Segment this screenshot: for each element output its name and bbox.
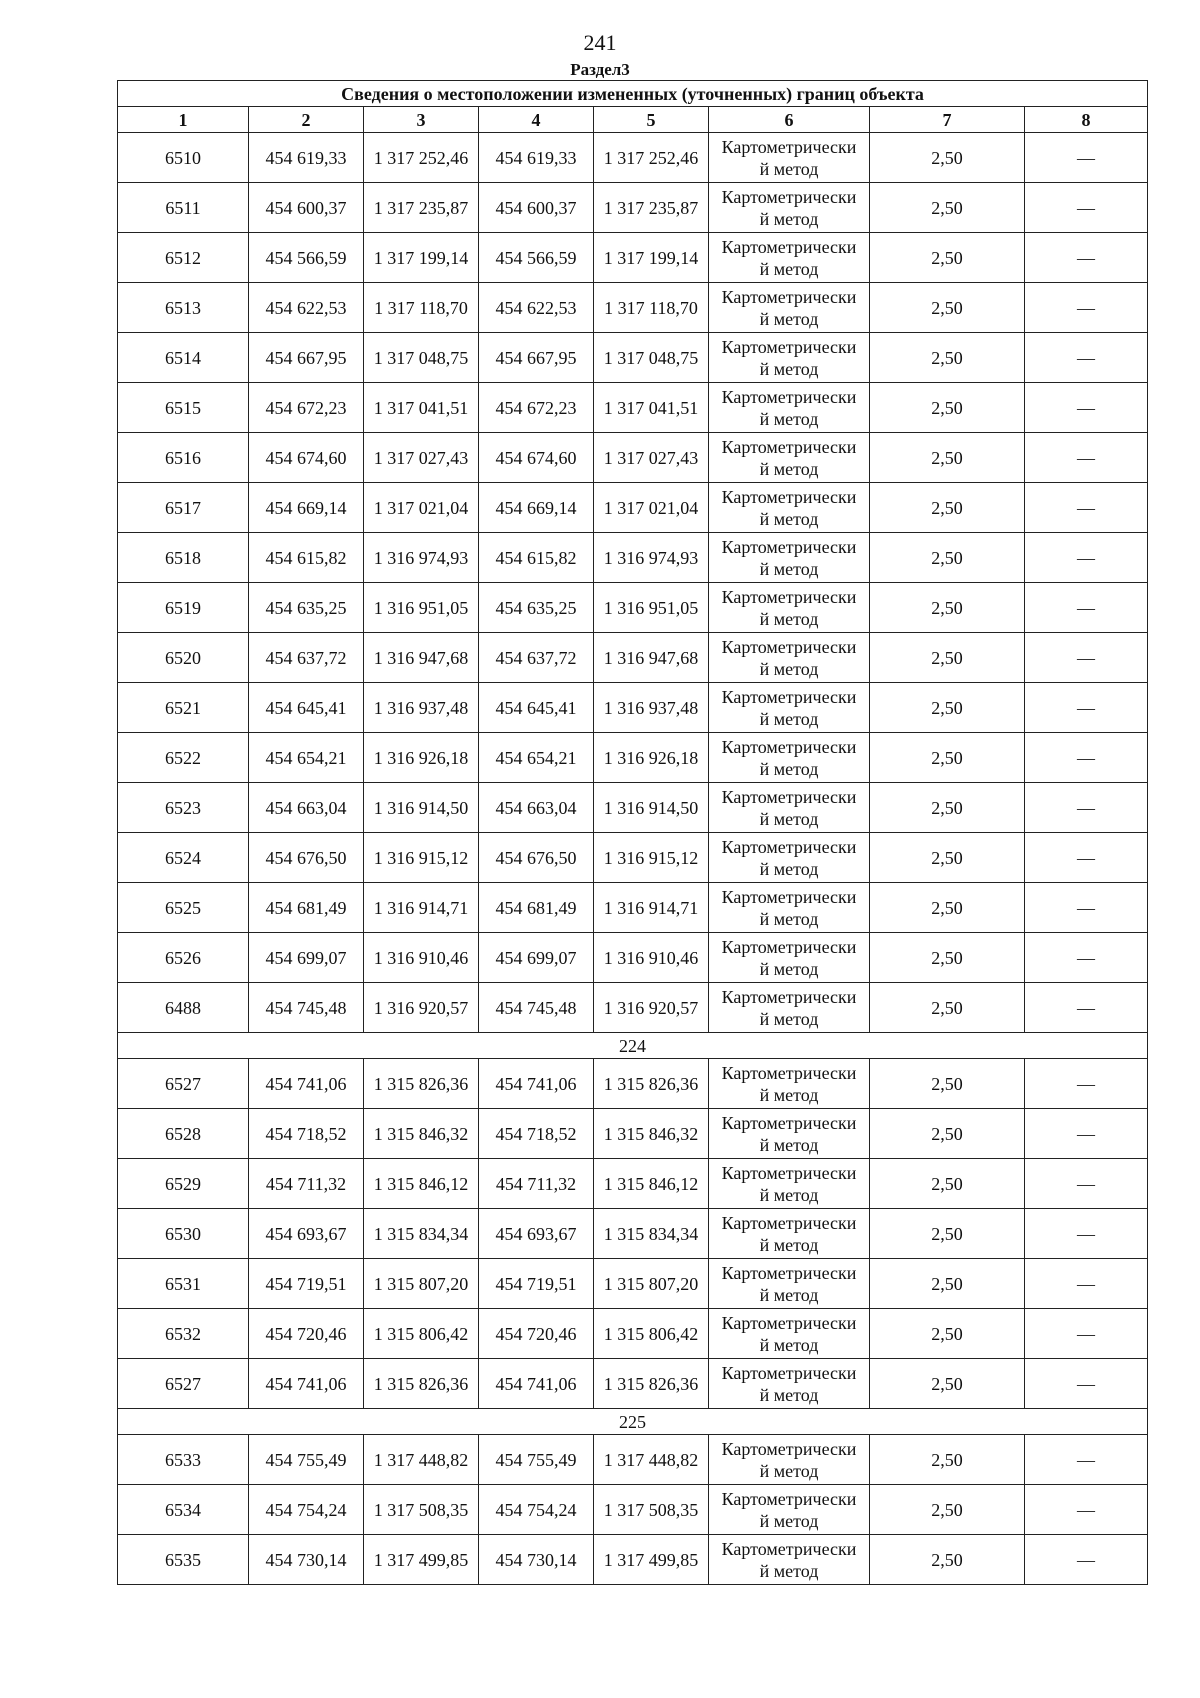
table-row [118,1309,1148,1359]
cell-point-number: 6531 [118,1259,249,1309]
cell-point-number: 6526 [118,933,249,983]
cell-description: — [1025,283,1148,333]
cell-y-new: 1 316 947,68 [594,633,709,683]
cell-y-new: 1 317 448,82 [594,1435,709,1485]
cell-point-number: 6511 [118,183,249,233]
column-header-4: 4 [479,107,594,133]
cell-x-new: 454 645,41 [479,683,594,733]
cell-x-old: 454 600,37 [249,183,364,233]
cell-point-number: 6528 [118,1109,249,1159]
cell-description: — [1025,1109,1148,1159]
cell-point-number: 6535 [118,1535,249,1585]
table-row [118,833,1148,883]
cell-precision: 2,50 [870,983,1025,1033]
group-row [118,1409,1148,1435]
cell-y-new: 1 315 834,34 [594,1209,709,1259]
cell-precision: 2,50 [870,1159,1025,1209]
cell-point-number: 6510 [118,133,249,183]
cell-y-new: 1 317 508,35 [594,1485,709,1535]
cell-y-old: 1 315 826,36 [364,1359,479,1409]
column-header-2: 2 [249,107,364,133]
table-body [118,81,1148,1585]
cell-precision: 2,50 [870,483,1025,533]
cell-x-new: 454 600,37 [479,183,594,233]
table-row [118,1485,1148,1535]
cell-x-old: 454 741,06 [249,1059,364,1109]
cell-method: Картометрически й метод [709,1059,870,1109]
cell-y-new: 1 315 846,32 [594,1109,709,1159]
cell-description: — [1025,883,1148,933]
cell-y-old: 1 316 926,18 [364,733,479,783]
cell-point-number: 6519 [118,583,249,633]
cell-method: Картометрически й метод [709,433,870,483]
table-row [118,633,1148,683]
cell-x-old: 454 566,59 [249,233,364,283]
cell-y-old: 1 316 914,50 [364,783,479,833]
cell-precision: 2,50 [870,683,1025,733]
cell-precision: 2,50 [870,183,1025,233]
cell-method: Картометрически й метод [709,383,870,433]
table-row [118,1109,1148,1159]
column-header-7: 7 [870,107,1025,133]
coordinates-table [117,80,1148,1585]
cell-x-old: 454 619,33 [249,133,364,183]
table-row [118,1435,1148,1485]
cell-y-new: 1 317 499,85 [594,1535,709,1585]
cell-description: — [1025,533,1148,583]
cell-description: — [1025,833,1148,883]
table-row [118,183,1148,233]
cell-precision: 2,50 [870,633,1025,683]
cell-y-old: 1 315 846,32 [364,1109,479,1159]
cell-point-number: 6516 [118,433,249,483]
cell-x-new: 454 730,14 [479,1535,594,1585]
cell-x-new: 454 676,50 [479,833,594,883]
cell-x-old: 454 672,23 [249,383,364,433]
cell-x-new: 454 745,48 [479,983,594,1033]
cell-x-old: 454 719,51 [249,1259,364,1309]
cell-y-old: 1 316 910,46 [364,933,479,983]
cell-y-new: 1 315 806,42 [594,1309,709,1359]
cell-x-new: 454 672,23 [479,383,594,433]
cell-point-number: 6517 [118,483,249,533]
cell-point-number: 6522 [118,733,249,783]
cell-y-old: 1 317 499,85 [364,1535,479,1585]
cell-x-old: 454 663,04 [249,783,364,833]
cell-precision: 2,50 [870,233,1025,283]
cell-method: Картометрически й метод [709,1109,870,1159]
cell-precision: 2,50 [870,733,1025,783]
cell-description: — [1025,1259,1148,1309]
cell-x-new: 454 741,06 [479,1059,594,1109]
cell-y-old: 1 316 937,48 [364,683,479,733]
table-row [118,333,1148,383]
cell-y-new: 1 317 252,46 [594,133,709,183]
cell-y-new: 1 317 235,87 [594,183,709,233]
cell-precision: 2,50 [870,383,1025,433]
cell-method: Картометрически й метод [709,583,870,633]
cell-x-new: 454 622,53 [479,283,594,333]
cell-x-new: 454 663,04 [479,783,594,833]
cell-description: — [1025,983,1148,1033]
cell-x-old: 454 669,14 [249,483,364,533]
cell-y-new: 1 316 974,93 [594,533,709,583]
cell-precision: 2,50 [870,883,1025,933]
cell-method: Картометрически й метод [709,533,870,583]
cell-description: — [1025,583,1148,633]
cell-precision: 2,50 [870,1309,1025,1359]
cell-y-new: 1 317 027,43 [594,433,709,483]
cell-x-new: 454 681,49 [479,883,594,933]
cell-point-number: 6534 [118,1485,249,1535]
cell-precision: 2,50 [870,1209,1025,1259]
cell-description: — [1025,133,1148,183]
cell-x-new: 454 637,72 [479,633,594,683]
cell-precision: 2,50 [870,1435,1025,1485]
cell-x-old: 454 699,07 [249,933,364,983]
cell-x-old: 454 635,25 [249,583,364,633]
cell-y-old: 1 316 951,05 [364,583,479,633]
cell-method: Картометрически й метод [709,1435,870,1485]
group-label: 225 [118,1409,1148,1435]
cell-y-old: 1 317 041,51 [364,383,479,433]
cell-description: — [1025,1359,1148,1409]
cell-description: — [1025,1435,1148,1485]
cell-method: Картометрически й метод [709,233,870,283]
cell-x-old: 454 676,50 [249,833,364,883]
cell-point-number: 6513 [118,283,249,333]
cell-method: Картометрически й метод [709,1309,870,1359]
cell-x-new: 454 669,14 [479,483,594,533]
cell-y-old: 1 316 947,68 [364,633,479,683]
cell-y-new: 1 315 826,36 [594,1359,709,1409]
cell-x-new: 454 615,82 [479,533,594,583]
cell-method: Картометрически й метод [709,1359,870,1409]
cell-y-old: 1 317 235,87 [364,183,479,233]
cell-method: Картометрически й метод [709,933,870,983]
cell-description: — [1025,633,1148,683]
table-row [118,1259,1148,1309]
cell-x-new: 454 719,51 [479,1259,594,1309]
cell-x-old: 454 741,06 [249,1359,364,1409]
table-row [118,1159,1148,1209]
cell-description: — [1025,783,1148,833]
cell-x-new: 454 667,95 [479,333,594,383]
cell-method: Картометрически й метод [709,833,870,883]
cell-precision: 2,50 [870,433,1025,483]
cell-point-number: 6515 [118,383,249,433]
table-row [118,533,1148,583]
cell-description: — [1025,333,1148,383]
cell-description: — [1025,733,1148,783]
cell-description: — [1025,483,1148,533]
table-caption-row [118,81,1148,107]
table-row [118,383,1148,433]
table-caption: Сведения о местоположении измененных (уточненных) границ объекта [118,81,1148,107]
cell-point-number: 6525 [118,883,249,933]
cell-y-new: 1 317 199,14 [594,233,709,283]
cell-y-new: 1 315 846,12 [594,1159,709,1209]
cell-method: Картометрически й метод [709,783,870,833]
cell-y-new: 1 317 021,04 [594,483,709,533]
cell-precision: 2,50 [870,533,1025,583]
cell-description: — [1025,683,1148,733]
cell-x-old: 454 654,21 [249,733,364,783]
cell-x-new: 454 755,49 [479,1435,594,1485]
section-title: Раздел3 [570,60,630,79]
table-row [118,1359,1148,1409]
cell-x-old: 454 681,49 [249,883,364,933]
cell-x-old: 454 711,32 [249,1159,364,1209]
cell-method: Картометрически й метод [709,983,870,1033]
cell-y-old: 1 315 807,20 [364,1259,479,1309]
cell-point-number: 6529 [118,1159,249,1209]
cell-description: — [1025,383,1148,433]
table-row [118,683,1148,733]
cell-method: Картометрически й метод [709,133,870,183]
cell-precision: 2,50 [870,1109,1025,1159]
group-row [118,1033,1148,1059]
cell-y-new: 1 317 041,51 [594,383,709,433]
cell-description: — [1025,1535,1148,1585]
cell-y-old: 1 317 048,75 [364,333,479,383]
cell-method: Картометрически й метод [709,1159,870,1209]
cell-x-new: 454 674,60 [479,433,594,483]
cell-y-old: 1 315 806,42 [364,1309,479,1359]
cell-method: Картометрически й метод [709,283,870,333]
cell-y-new: 1 315 826,36 [594,1059,709,1109]
cell-y-new: 1 316 910,46 [594,933,709,983]
cell-x-old: 454 667,95 [249,333,364,383]
cell-y-new: 1 316 926,18 [594,733,709,783]
cell-y-old: 1 317 448,82 [364,1435,479,1485]
cell-point-number: 6488 [118,983,249,1033]
table-row [118,733,1148,783]
cell-point-number: 6524 [118,833,249,883]
cell-description: — [1025,1059,1148,1109]
cell-precision: 2,50 [870,1485,1025,1535]
cell-description: — [1025,1159,1148,1209]
table-row [118,883,1148,933]
table-row [118,933,1148,983]
cell-method: Картометрически й метод [709,633,870,683]
cell-y-old: 1 316 915,12 [364,833,479,883]
table-row [118,133,1148,183]
cell-x-old: 454 637,72 [249,633,364,683]
cell-point-number: 6533 [118,1435,249,1485]
cell-y-old: 1 315 826,36 [364,1059,479,1109]
table-row [118,483,1148,533]
cell-method: Картометрически й метод [709,1209,870,1259]
cell-precision: 2,50 [870,283,1025,333]
cell-y-new: 1 317 118,70 [594,283,709,333]
cell-y-old: 1 315 834,34 [364,1209,479,1259]
cell-y-old: 1 316 974,93 [364,533,479,583]
cell-point-number: 6520 [118,633,249,683]
cell-y-new: 1 316 915,12 [594,833,709,883]
cell-x-old: 454 645,41 [249,683,364,733]
cell-method: Картометрически й метод [709,483,870,533]
table-row [118,1535,1148,1585]
page-number: 241 [583,30,617,55]
cell-y-old: 1 317 199,14 [364,233,479,283]
cell-x-new: 454 566,59 [479,233,594,283]
column-header-5: 5 [594,107,709,133]
cell-precision: 2,50 [870,1359,1025,1409]
column-header-8: 8 [1025,107,1148,133]
cell-description: — [1025,183,1148,233]
cell-point-number: 6523 [118,783,249,833]
cell-x-new: 454 619,33 [479,133,594,183]
column-header-3: 3 [364,107,479,133]
cell-precision: 2,50 [870,1259,1025,1309]
group-label: 224 [118,1033,1148,1059]
cell-description: — [1025,933,1148,983]
cell-precision: 2,50 [870,133,1025,183]
cell-point-number: 6532 [118,1309,249,1359]
cell-precision: 2,50 [870,783,1025,833]
cell-point-number: 6521 [118,683,249,733]
cell-point-number: 6527 [118,1359,249,1409]
cell-x-new: 454 654,21 [479,733,594,783]
cell-method: Картометрически й метод [709,1259,870,1309]
cell-description: — [1025,1485,1148,1535]
cell-method: Картометрически й метод [709,683,870,733]
cell-precision: 2,50 [870,1535,1025,1585]
cell-y-new: 1 316 951,05 [594,583,709,633]
cell-precision: 2,50 [870,583,1025,633]
cell-y-old: 1 315 846,12 [364,1159,479,1209]
cell-y-old: 1 316 920,57 [364,983,479,1033]
cell-x-old: 454 720,46 [249,1309,364,1359]
cell-x-new: 454 720,46 [479,1309,594,1359]
cell-point-number: 6530 [118,1209,249,1259]
cell-method: Картометрически й метод [709,883,870,933]
cell-precision: 2,50 [870,333,1025,383]
cell-method: Картометрически й метод [709,183,870,233]
table-row [118,983,1148,1033]
cell-point-number: 6512 [118,233,249,283]
cell-point-number: 6518 [118,533,249,583]
cell-x-old: 454 718,52 [249,1109,364,1159]
column-header-1: 1 [118,107,249,133]
table-row [118,1209,1148,1259]
cell-x-new: 454 741,06 [479,1359,594,1409]
cell-y-old: 1 317 118,70 [364,283,479,333]
table-row [118,433,1148,483]
cell-precision: 2,50 [870,933,1025,983]
cell-y-old: 1 317 027,43 [364,433,479,483]
cell-y-old: 1 317 252,46 [364,133,479,183]
cell-description: — [1025,433,1148,483]
cell-x-new: 454 693,67 [479,1209,594,1259]
cell-x-old: 454 754,24 [249,1485,364,1535]
cell-y-new: 1 316 920,57 [594,983,709,1033]
table-row [118,783,1148,833]
table-row [118,1059,1148,1109]
cell-description: — [1025,1209,1148,1259]
cell-y-new: 1 315 807,20 [594,1259,709,1309]
cell-x-new: 454 754,24 [479,1485,594,1535]
cell-description: — [1025,1309,1148,1359]
cell-precision: 2,50 [870,1059,1025,1109]
table-row [118,283,1148,333]
cell-description: — [1025,233,1148,283]
cell-point-number: 6514 [118,333,249,383]
cell-x-new: 454 711,32 [479,1159,594,1209]
cell-y-new: 1 317 048,75 [594,333,709,383]
table-row [118,233,1148,283]
cell-precision: 2,50 [870,833,1025,883]
cell-method: Картометрически й метод [709,1535,870,1585]
cell-x-old: 454 615,82 [249,533,364,583]
cell-method: Картометрически й метод [709,733,870,783]
column-header-6: 6 [709,107,870,133]
cell-y-new: 1 316 914,50 [594,783,709,833]
table-header-row [118,107,1148,133]
cell-x-new: 454 699,07 [479,933,594,983]
cell-method: Картометрически й метод [709,1485,870,1535]
cell-point-number: 6527 [118,1059,249,1109]
cell-y-new: 1 316 914,71 [594,883,709,933]
cell-x-old: 454 674,60 [249,433,364,483]
cell-x-old: 454 622,53 [249,283,364,333]
cell-y-old: 1 316 914,71 [364,883,479,933]
cell-y-new: 1 316 937,48 [594,683,709,733]
cell-y-old: 1 317 508,35 [364,1485,479,1535]
cell-method: Картометрически й метод [709,333,870,383]
cell-x-old: 454 730,14 [249,1535,364,1585]
table-row [118,583,1148,633]
cell-x-old: 454 693,67 [249,1209,364,1259]
cell-x-new: 454 718,52 [479,1109,594,1159]
cell-x-new: 454 635,25 [479,583,594,633]
cell-x-old: 454 745,48 [249,983,364,1033]
cell-y-old: 1 317 021,04 [364,483,479,533]
cell-x-old: 454 755,49 [249,1435,364,1485]
